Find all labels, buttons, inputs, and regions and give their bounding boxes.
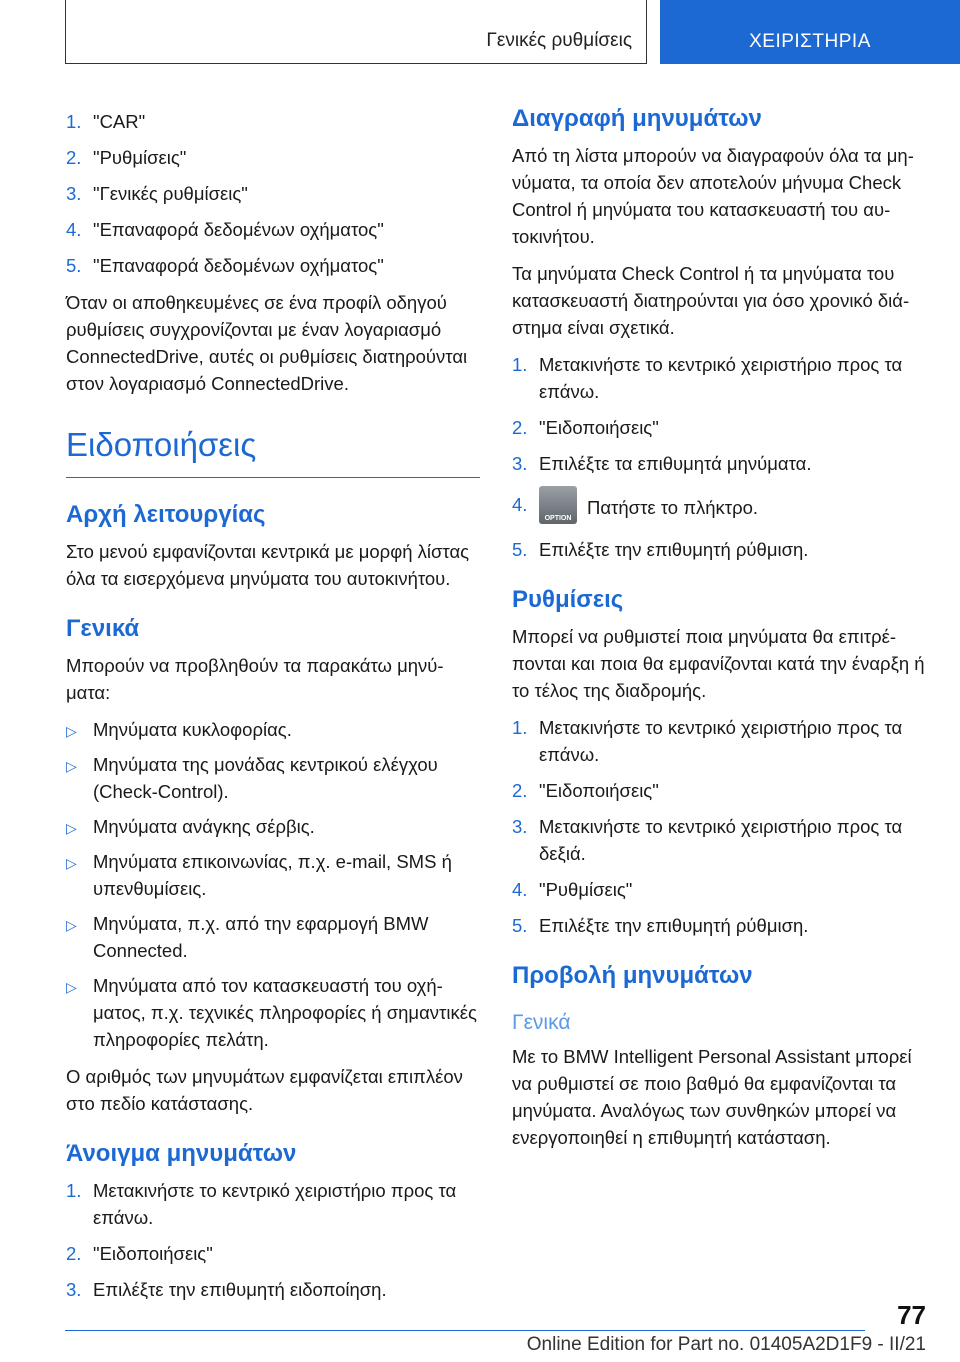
heading-delete-messages: Διαγραφή μηνυμάτων bbox=[512, 105, 762, 132]
triangle-bullet-icon: ▷ bbox=[66, 979, 77, 995]
option-button-icon: OPTION bbox=[539, 486, 577, 524]
paragraph-general: Μπορούν να προβληθούν τα παρακάτω μηνύματα: bbox=[66, 655, 444, 703]
list-item: 2. "Ειδοποιήσεις" bbox=[512, 780, 659, 801]
list-item: 2. "Ειδοποιήσεις" bbox=[66, 1243, 213, 1264]
list-item: 1. Μετακινήστε το κεντρικό χειριστήριο προς τα επάνω. bbox=[66, 1180, 457, 1228]
header-title: Γενικές ρυθμίσεις bbox=[486, 30, 632, 51]
right-column bbox=[512, 104, 928, 1161]
paragraph-settings: Μπορεί να ρυθμιστεί ποια μηνύματα θα επιτρέπονται και ποια θα εμφανίζονται κατά την έναρξη ή το τέλος της διαδρομής. bbox=[512, 626, 925, 701]
list-item: 2. "Ρυθμίσεις" bbox=[66, 147, 187, 168]
open-steps bbox=[66, 1177, 480, 1303]
heading-general: Γενικά bbox=[66, 615, 140, 642]
footer-edition: Online Edition for Part no. 01405A2D1F9 - II/21 bbox=[526, 1334, 926, 1355]
section-title-notifications: Ειδοποιήσεις bbox=[66, 425, 480, 478]
paragraph-delete-1: Από τη λίστα μπορούν να διαγραφούν όλα τα μηνύματα, τα οποία δεν αποτελούν μήνυμα Check Control ή μηνύματα του κατασκευαστή του αυτοκινήτου. bbox=[512, 145, 914, 247]
list-item: 4. "Ρυθμίσεις" bbox=[512, 879, 633, 900]
heading-settings: Ρυθμίσεις bbox=[512, 586, 624, 613]
triangle-bullet-icon: ▷ bbox=[66, 723, 77, 739]
list-item: 5. Επιλέξτε την επιθυμητή ρύθμιση. bbox=[512, 539, 809, 560]
heading-open-messages: Άνοιγμα μηνυμάτων bbox=[66, 1140, 297, 1167]
reset-steps bbox=[66, 108, 480, 279]
list-item: 3. Επιλέξτε την επιθυμητή ειδοποίηση. bbox=[66, 1279, 387, 1300]
list-item: 3. "Γενικές ρυθμίσεις" bbox=[66, 183, 248, 204]
list-item: ▷ Μηνύματα κυκλοφορίας. bbox=[66, 716, 480, 743]
heading-display-messages: Προβολή μηνυμάτων bbox=[512, 962, 753, 989]
page-number: 77 bbox=[897, 1300, 926, 1330]
list-item: 4. "Επαναφορά δεδομένων οχήματος" bbox=[66, 219, 384, 240]
subheading-general: Γενικά bbox=[512, 1011, 571, 1034]
list-item: 3. Επιλέξτε τα επιθυμητά μηνύματα. bbox=[512, 453, 812, 474]
paragraph-principle: Στο μενού εμφανίζονται κεντρικά με μορφή λίστας όλα τα εισερχόμενα μηνύματα του αυτοκινήτου. bbox=[66, 541, 470, 589]
triangle-bullet-icon: ▷ bbox=[66, 820, 77, 836]
footer-divider bbox=[65, 1330, 865, 1331]
paragraph-count: Ο αριθμός των μηνυμάτων εμφανίζεται επιπλέον στο πεδίο κατάστασης. bbox=[66, 1066, 463, 1114]
triangle-bullet-icon: ▷ bbox=[66, 758, 77, 774]
list-item: 3. Μετακινήστε το κεντρικό χειριστήριο προς τα δεξιά. bbox=[512, 816, 903, 864]
triangle-bullet-icon: ▷ bbox=[66, 855, 77, 871]
header-tab[interactable] bbox=[660, 0, 960, 64]
list-item: 4. OPTION Πατήστε το πλήκτρο. bbox=[512, 486, 928, 527]
list-item: ▷ Μηνύματα επικοινωνίας, π.χ. e-mail, SMS ή υπενθυμίσεις. bbox=[66, 851, 452, 899]
list-item: 5. Επιλέξτε την επιθυμητή ρύθμιση. bbox=[512, 915, 809, 936]
triangle-bullet-icon: ▷ bbox=[66, 917, 77, 933]
paragraph-delete-2: Τα μηνύματα Check Control ή τα μηνύματα του κατασκευαστή διατηρούνται για όσο χρονικό διάστημα είναι σχετικά. bbox=[512, 263, 910, 338]
list-item: ▷ Μηνύματα, π.χ. από την εφαρμογή BMW Connected. bbox=[66, 913, 429, 961]
heading-principle: Αρχή λειτουργίας bbox=[66, 501, 266, 528]
list-item: ▷ Μηνύματα της μονάδας κεντρικού ελέγχου (Check-Control). bbox=[66, 754, 438, 802]
header-box bbox=[65, 0, 647, 64]
message-types-list bbox=[66, 716, 480, 1053]
paragraph-assistant: Με το BMW Intelligent Personal Assistant μπορεί να ρυθμιστεί σε ποιο βαθμό θα εμφανίζονται τα μηνύματα. Αναλόγως των συνθηκών μπορεί να ενεργοποιηθεί η επιθυμητή κατάσταση. bbox=[512, 1046, 912, 1148]
list-item: 5. "Επαναφορά δεδομένων οχήματος" bbox=[66, 255, 384, 276]
paragraph-connecteddrive: Όταν οι αποθηκευμένες σε ένα προφίλ οδηγού ρυθμίσεις συγχρονίζονται με έναν λογαριασμό ConnectedDrive, αυτές οι ρυθμίσεις διατηρούνται στον λογαριασμό ConnectedDrive. bbox=[66, 292, 468, 394]
list-item: 1. Μετακινήστε το κεντρικό χειριστήριο προς τα επάνω. bbox=[512, 354, 903, 402]
header-tab-label: ΧΕΙΡΙΣΤΗΡΙΑ bbox=[749, 31, 871, 52]
settings-steps bbox=[512, 714, 928, 939]
delete-steps bbox=[512, 351, 928, 563]
list-item: ▷ Μηνύματα από τον κατασκευαστή του οχήματος, π.χ. τεχνικές πληροφορίες ή σημαντικές πληροφορίες πελάτη. bbox=[66, 975, 477, 1050]
list-item: 2. "Ειδοποιήσεις" bbox=[512, 417, 659, 438]
list-item: 1. "CAR" bbox=[66, 111, 146, 132]
left-column bbox=[66, 108, 480, 1313]
list-item: ▷ Μηνύματα ανάγκης σέρβις. bbox=[66, 813, 480, 840]
list-item: 1. Μετακινήστε το κεντρικό χειριστήριο προς τα επάνω. bbox=[512, 717, 903, 765]
